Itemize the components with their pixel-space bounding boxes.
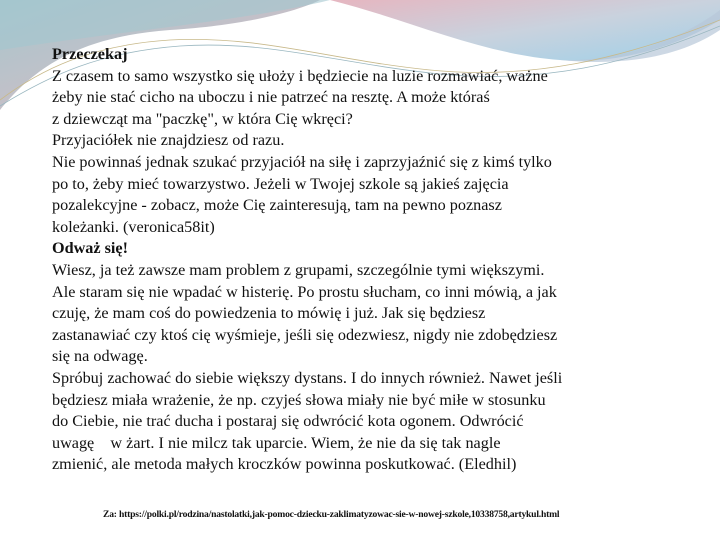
text-line: uwagę w żart. I nie milcz tak uparcie. Wiem, że nie da się tak nagle — [52, 433, 501, 452]
text-line: będziesz miała wrażenie, że np. czyjeś słowa miały nie być miłe w stosunku — [52, 390, 546, 409]
text-line: się na odwagę. — [52, 347, 148, 366]
text-line: Nie powinnaś jednak szukać przyjaciół na siłę i zaprzyjaźnić się z kimś tylko — [52, 152, 552, 171]
text-line: koleżanki. (veronica58it) — [52, 217, 215, 236]
text-line: do Ciebie, nie trać ducha i postaraj się odwrócić kota ogonem. Odwrócić — [52, 412, 524, 431]
slide-body — [52, 44, 562, 476]
text-line: pozalekcyjne - zobacz, może Cię zainteresują, tam na pewno poznasz — [52, 196, 502, 215]
text-line: zastanawiać czy ktoś cię wyśmieje, jeśli się odezwiesz, nigdy nie zdobędziesz — [52, 325, 558, 344]
source-citation: Za: https://polki.pl/rodzina/nastolatki,jak-pomoc-dziecku-zaklimatyzowac-sie-w-nowej-szkole,10338758,artykul.html — [103, 509, 560, 520]
text-line: po to, żeby mieć towarzystwo. Jeżeli w Twojej szkole są jakieś zajęcia — [52, 174, 509, 193]
section-heading: Odważ się! — [52, 239, 128, 258]
text-line: żeby nie stać cicho na uboczu i nie patrzeć na resztę. A może któraś — [52, 88, 490, 107]
text-line: Wiesz, ja też zawsze mam problem z grupami, szczególnie tymi większymi. — [52, 260, 545, 279]
text-line: Z czasem to samo wszystko się ułoży i będziecie na luzie rozmawiać, ważne — [52, 66, 548, 85]
text-line: z dziewcząt ma "paczkę", w która Cię wkręci? — [52, 109, 353, 128]
text-line: zmienić, ale metoda małych kroczków powinna poskutkować. (Eledhil) — [52, 455, 517, 474]
text-line: Przyjaciółek nie znajdziesz od razu. — [52, 131, 285, 150]
text-line: Spróbuj zachować do siebie większy dystans. I do innych również. Nawet jeśli — [52, 368, 563, 387]
section-heading: Przeczekaj — [52, 45, 128, 63]
text-line: czuję, że mam coś do powiedzenia to mówię i już. Jak się będziesz — [52, 304, 486, 323]
text-line: Ale staram się nie wpadać w histerię. Po prostu słucham, co inni mówią, a jak — [52, 282, 557, 301]
